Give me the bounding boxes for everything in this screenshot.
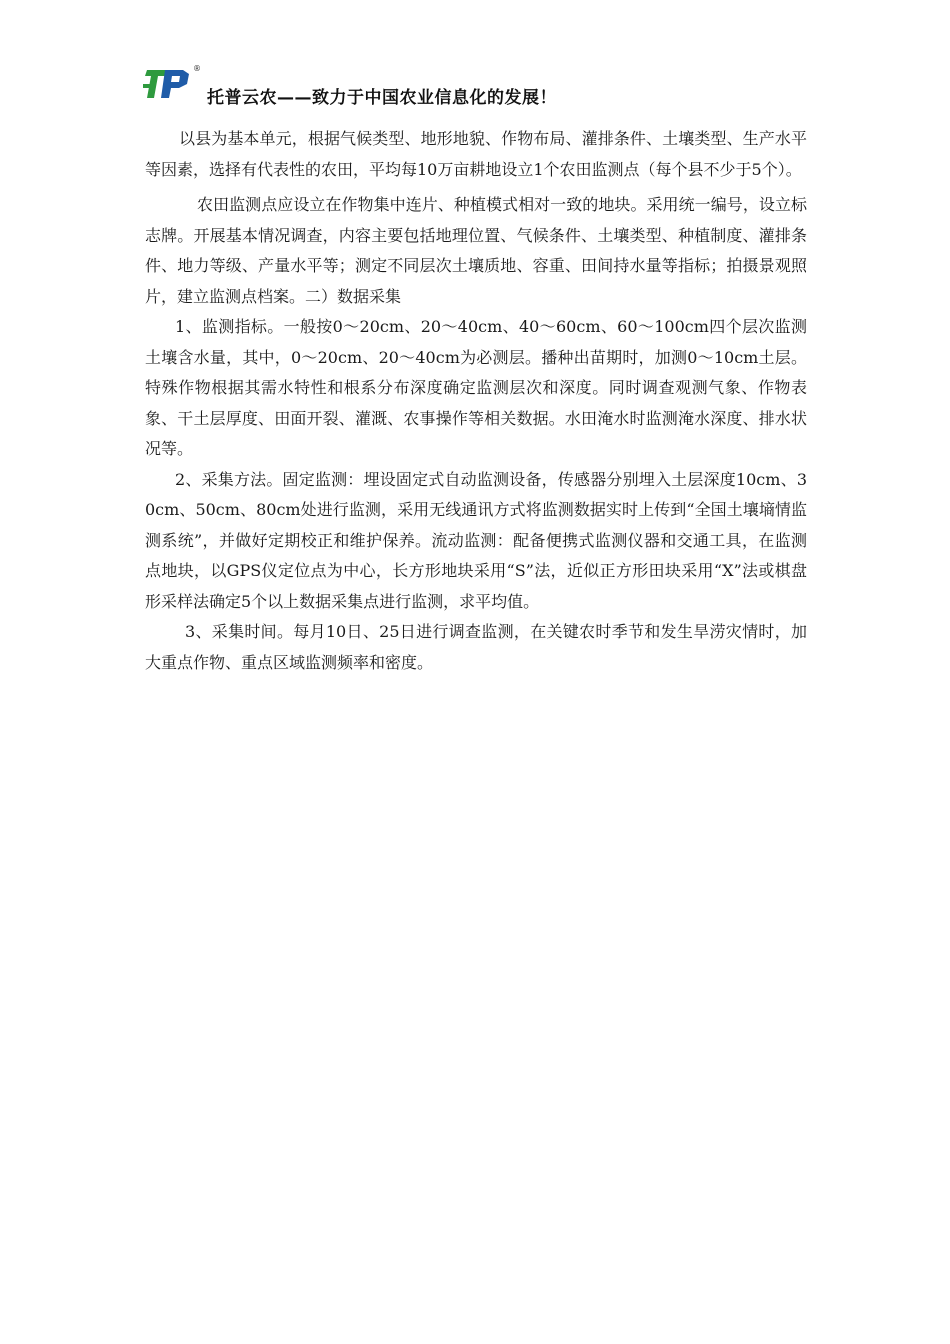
- registered-mark: ®: [193, 64, 201, 73]
- page-header: [143, 66, 803, 106]
- paragraph-2: 农田监测点应设立在作物集中连片、种植模式相对一致的地块。采用统一编号，设立标志牌。开展基本情况调查，内容主要包括地理位置、气候条件、土壤类型、种植制度、灌排条件、地力等级、产量水平等；测定不同层次土壤质地、容重、田间持水量等指标；拍摄景观照片，建立监测点档案。二）数据采集: [145, 195, 807, 306]
- tp-logo-icon: [143, 66, 195, 102]
- header-slogan: 托普云农——致力于中国农业信息化的发展！: [207, 88, 557, 108]
- paragraph-5: 3、采集时间。每月10日、25日进行调查监测，在关键农时季节和发生旱涝灾情时，加大重点作物、重点区域监测频率和密度。: [145, 622, 807, 672]
- paragraph-4: 2、采集方法。固定监测：埋设固定式自动监测设备，传感器分别埋入土层深度10cm、30cm、50cm、80cm处进行监测，采用无线通讯方式将监测数据实时上传到“全国土壤墒情监测系统”，并做好定期校正和维护保养。流动监测：配备便携式监测仪器和交通工具，在监测点地块，以GPS仪定位点为中心，长方形地块采用“S”法，近似正方形田块采用“X”法或棋盘形采样法确定5个以上数据采集点进行监测，求平均值。: [145, 469, 807, 611]
- paragraph-1: 以县为基本单元，根据气候类型、地形地貌、作物布局、灌排条件、土壤类型、生产水平等因素，选择有代表性的农田，平均每10万亩耕地设立1个农田监测点（每个县不少于5个）。: [145, 129, 807, 179]
- paragraph-3: 1、监测指标。一般按0～20cm、20～40cm、40～60cm、60～100cm四个层次监测土壤含水量，其中，0～20cm、20～40cm为必测层。播种出苗期时，加测0～10cm土层。特殊作物根据其需水特性和根系分布深度确定监测层次和深度。同时调查观测气象、作物表象、干土层厚度、田面开裂、灌溉、农事操作等相关数据。水田淹水时监测淹水深度、排水状况等。: [145, 317, 807, 458]
- document-body: [145, 124, 807, 678]
